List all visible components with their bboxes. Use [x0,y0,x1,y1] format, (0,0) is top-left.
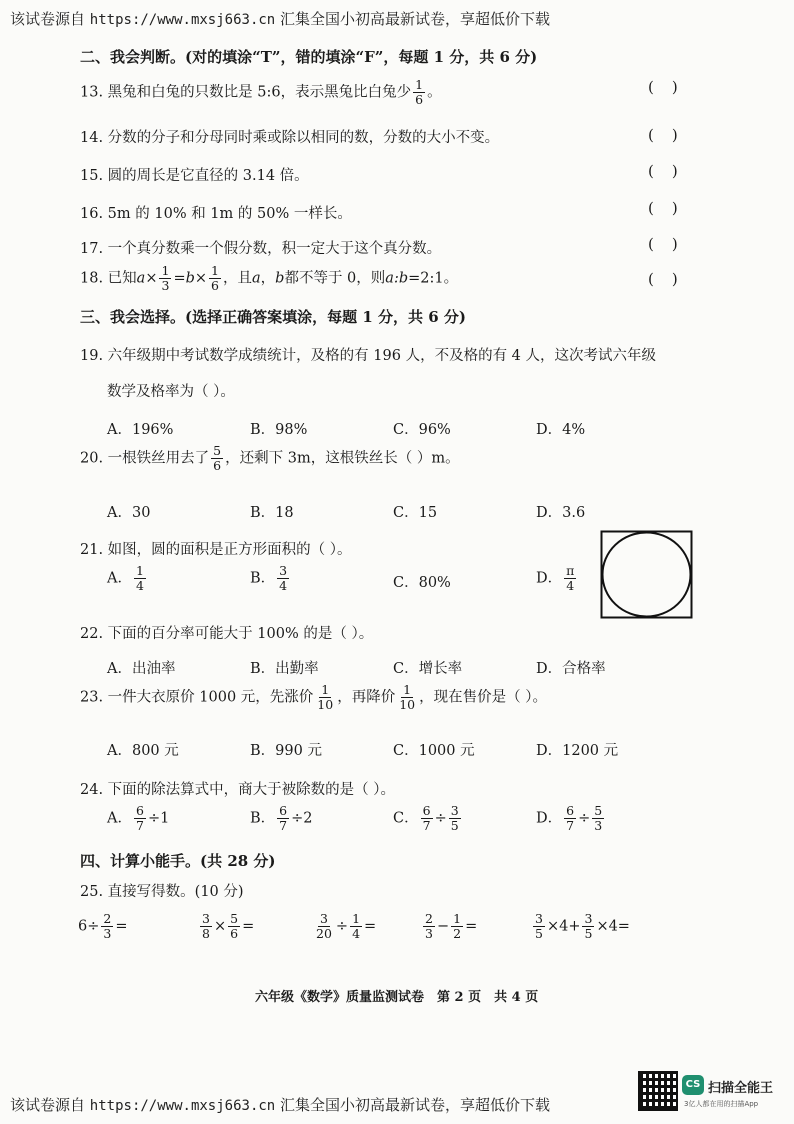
question-13: 13. 黑兔和白兔的只数比是 5:6，表示黑兔比白兔少 $\frac{1}{6}$ 。 [80,77,442,107]
question-16: 16. 5m 的 10% 和 1m 的 50% 一样长。 [80,206,352,222]
section-4-title: 四、计算小能手。(共 28 分) [80,852,276,870]
banner-suffix: 汇集全国小初高最新试卷，享超低价下载 [280,10,551,28]
banner-prefix: 该试卷源自 [10,1096,86,1114]
circle-shape [603,533,691,617]
scanner-subtitle: 3亿人都在用的扫描App [684,1100,759,1108]
answer-paren-16[interactable]: () [648,199,696,217]
question-22: 22. 下面的百分率可能大于 100% 的是（ ）。 [80,626,374,642]
expression-5: $\frac{3}{5}$ ×4+ $\frac{3}{5}$ ×4= [535,911,630,941]
q20-option-c[interactable]: C．15 [393,505,438,521]
q23-option-b[interactable]: B．990 元 [250,743,322,759]
q22-option-c[interactable]: C．增长率 [393,661,463,677]
section-2-title: 二、我会判断。(对的填涂“T”，错的填涂“F”，每题 1 分，共 6 分) [80,48,538,66]
q21-option-b[interactable]: B． $\frac{3}{4}$ [250,563,288,593]
q19-option-a[interactable]: A．196% [107,422,174,438]
answer-paren-14[interactable]: () [648,126,696,144]
banner-url[interactable]: https://www.mxsj663.cn [89,1098,276,1114]
banner-suffix: 汇集全国小初高最新试卷，享超低价下载 [280,1096,551,1114]
expression-2: $\frac{3}{8}$ × $\frac{5}{6}$ = [202,911,255,941]
fraction: $\frac{1}{6}$ [415,77,424,107]
answer-paren-17[interactable]: () [648,235,696,253]
camscanner-logo: CS [682,1075,704,1095]
answer-paren-13[interactable]: () [648,78,696,96]
qr-code-icon [638,1071,678,1111]
question-19-line1: 19. 六年级期中考试数学成绩统计，及格的有 196 人，不及格的有 4 人，这次考试六年级 [80,348,657,364]
question-21: 21. 如图，圆的面积是正方形面积的（ ）。 [80,542,352,558]
expression-3: $\frac{3}{20}$ ÷ $\frac{1}{4}$ = [316,911,377,941]
page-footer: 六年级《数学》质量监测试卷 第 2 页 共 4 页 [255,990,539,1005]
banner-prefix: 该试卷源自 [10,10,86,28]
q21-option-a[interactable]: A． $\frac{1}{4}$ [107,563,144,593]
banner-url[interactable]: https://www.mxsj663.cn [89,12,276,28]
q24-option-a[interactable]: A． $\frac{6}{7}$ ÷1 [107,803,170,833]
question-15: 15. 圆的周长是它直径的 3.14 倍。 [80,168,309,184]
question-24: 24. 下面的除法算式中，商大于被除数的是（ ）。 [80,782,396,798]
q20-option-a[interactable]: A．30 [107,505,151,521]
section-3-title: 三、我会选择。(选择正确答案填涂，每题 1 分，共 6 分) [80,308,466,326]
answer-paren-15[interactable]: () [648,162,696,180]
expression-1: 6÷ $\frac{2}{3}$ = [78,911,128,941]
question-25: 25. 直接写得数。(10 分) [80,884,244,900]
q19-option-d[interactable]: D．4% [536,422,586,438]
q21-option-c[interactable]: C．80% [393,575,451,591]
q24-option-b[interactable]: B． $\frac{6}{7}$ ÷2 [250,803,313,833]
bottom-banner [10,1094,550,1115]
q22-option-a[interactable]: A．出油率 [107,661,176,677]
question-17: 17. 一个真分数乘一个假分数，积一定大于这个真分数。 [80,241,442,257]
q20-option-b[interactable]: B．18 [250,505,294,521]
question-19-line2: 数学及格率为（ ）。 [107,384,235,400]
question-20: 20. 一根铁丝用去了 $\frac{5}{6}$ ，还剩下 3m，这根铁丝长（ ）m。 [80,443,460,473]
q24-option-c[interactable]: C． $\frac{6}{7}$ ÷ $\frac{3}{5}$ [393,803,459,833]
q19-option-b[interactable]: B．98% [250,422,308,438]
scanner-name: 扫描全能王 [708,1081,774,1096]
circle-in-square-figure [600,530,694,620]
top-banner [10,8,550,29]
q22-option-d[interactable]: D．合格率 [536,661,606,677]
question-18: 18. 已知a× $\frac{1}{3}$ =b× $\frac{1}{6}$ ，且a，b都不等于 0，则a:b=2:1。 [80,263,459,293]
expression-4: $\frac{2}{3}$ − $\frac{1}{2}$ = [425,911,478,941]
q19-option-c[interactable]: C．96% [393,422,451,438]
q20-option-d[interactable]: D．3.6 [536,505,586,521]
q23-option-d[interactable]: D．1200 元 [536,743,619,759]
q23-option-c[interactable]: C．1000 元 [393,743,475,759]
q21-option-d[interactable]: D． $\frac{\pi}{4}$ [536,563,575,593]
q22-option-b[interactable]: B．出勤率 [250,661,319,677]
q23-option-a[interactable]: A．800 元 [107,743,179,759]
question-14: 14. 分数的分子和分母同时乘或除以相同的数，分数的大小不变。 [80,130,500,146]
q24-option-d[interactable]: D． $\frac{6}{7}$ ÷ $\frac{5}{3}$ [536,803,603,833]
answer-paren-18[interactable]: () [648,270,696,288]
question-23: 23. 一件大衣原价 1000 元，先涨价 $\frac{1}{10}$ ，再降价 $\frac{1}{10}$ ，现在售价是（ ）。 [80,682,547,712]
